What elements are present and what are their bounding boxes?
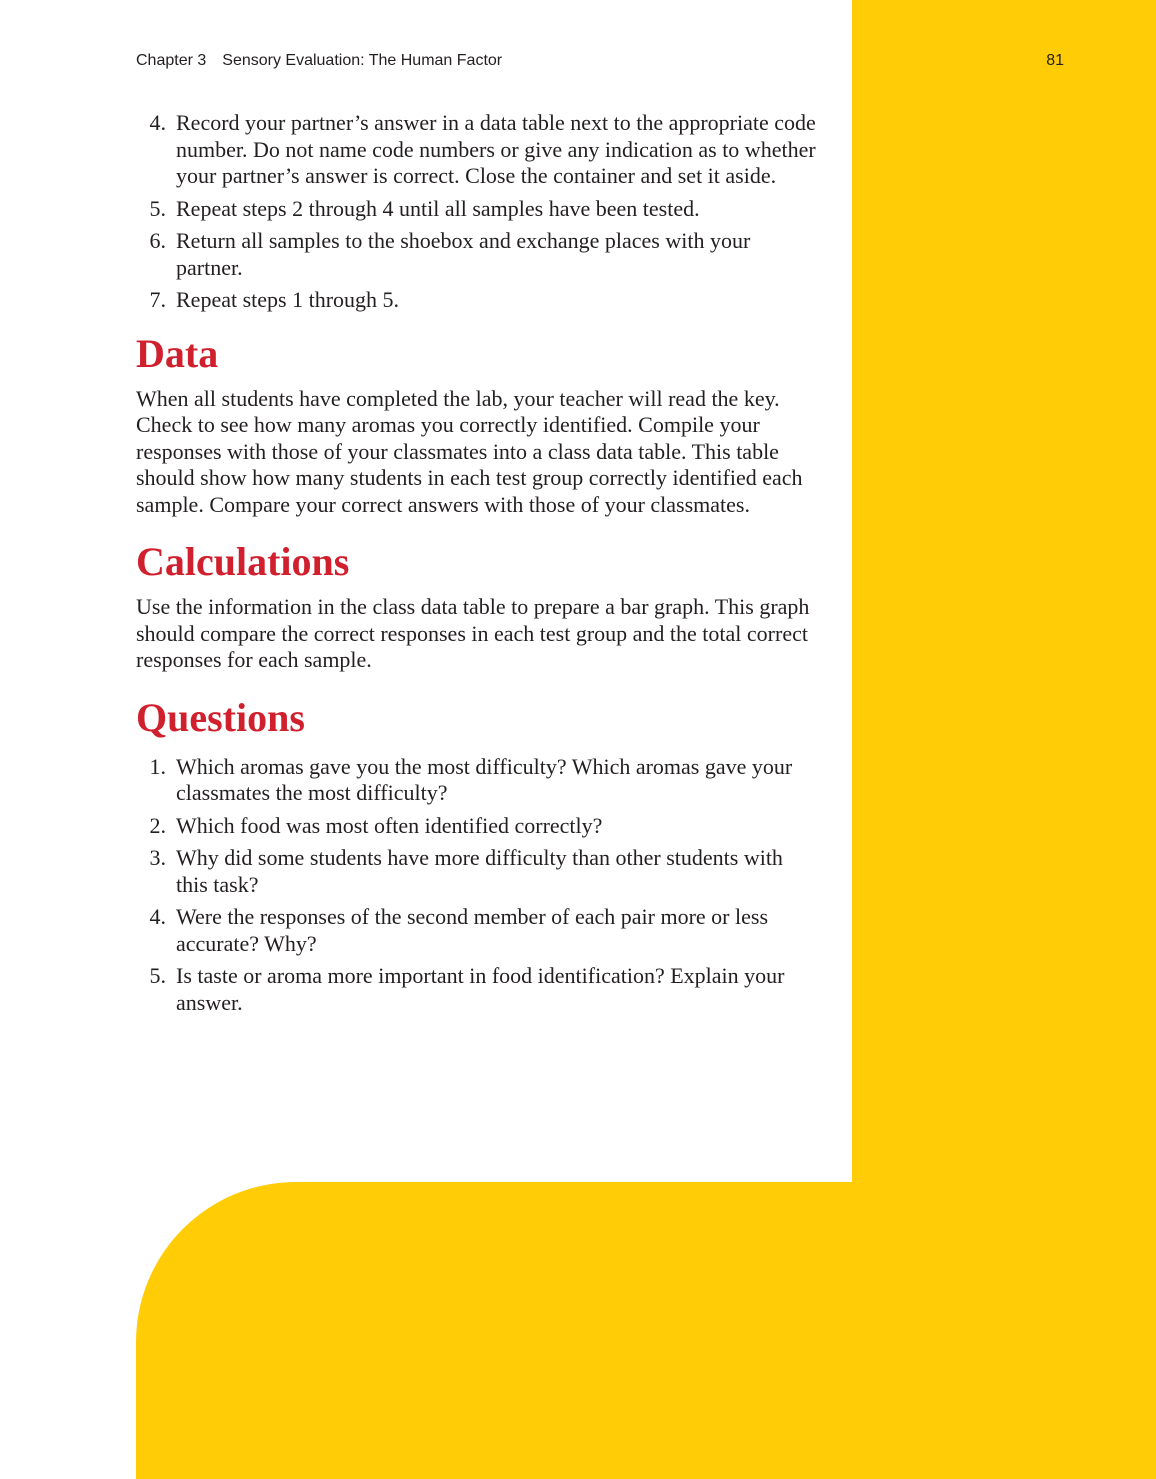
question-number: 2. [149, 812, 166, 838]
question-text: Why did some students have more difficulty than other students with this task? [176, 845, 783, 897]
chapter-label [136, 52, 502, 70]
list-item [136, 845, 820, 898]
question-number: 1. [149, 753, 166, 779]
step-number: 7. [149, 287, 166, 312]
list-item [136, 963, 820, 1016]
question-number: 3. [149, 845, 166, 870]
step-text: Return all samples to the shoebox and exchange places with your partner. [176, 228, 751, 280]
question-text: Is taste or aroma more important in food identification? Explain your answer. [176, 963, 785, 1015]
page-content [136, 110, 820, 1022]
step-text: Repeat steps 2 through 4 until all samples have been tested. [176, 195, 700, 221]
questions-list [136, 754, 820, 1017]
question-text: Were the responses of the second member of each pair more or less accurate? Why? [176, 904, 769, 956]
step-number: 5. [149, 195, 166, 221]
question-number: 4. [149, 904, 166, 929]
step-number: 6. [149, 228, 166, 253]
step-text: Repeat steps 1 through 5. [176, 287, 400, 312]
list-item [136, 110, 820, 190]
page-number: 81 [1046, 52, 1064, 69]
question-text: Which aromas gave you the most difficulty? Which aromas gave your classmates the most difficulty? [176, 753, 793, 805]
running-header [136, 52, 1064, 72]
step-number: 4. [149, 110, 166, 135]
chapter-title: Sensory Evaluation: The Human Factor [222, 52, 503, 69]
calculations-heading: Calculations [136, 539, 350, 584]
chapter-number: Chapter 3 [136, 52, 207, 69]
list-item [136, 813, 820, 840]
question-number: 5. [149, 963, 166, 988]
step-text: Record your partner’s answer in a data table next to the appropriate code number. Do not name code numbers or give any indication as to whether your partner’s answer is correct. Close the container and set it aside. [176, 110, 816, 188]
data-heading: Data [136, 330, 219, 376]
list-item [136, 904, 820, 957]
calculations-paragraph: Use the information in the class data table to prepare a bar graph. This graph should compare the correct responses in each test group and the total correct responses for each sample. [136, 594, 810, 672]
procedure-steps-list [136, 110, 820, 314]
data-paragraph: When all students have completed the lab, your teacher will read the key. Check to see how many aromas you correctly identified. Compile your responses with those of your classmates into a class data table. This table should show how many students in each test group correctly identified each sample. Compare your correct answers with those of your classmates. [136, 385, 803, 517]
list-item [136, 228, 820, 281]
list-item [136, 287, 820, 314]
questions-heading: Questions [136, 694, 305, 740]
yellow-bottom-decoration [136, 1182, 1156, 1479]
question-text: Which food was most often identified correctly? [176, 812, 603, 838]
list-item [136, 754, 820, 807]
list-item [136, 196, 820, 223]
